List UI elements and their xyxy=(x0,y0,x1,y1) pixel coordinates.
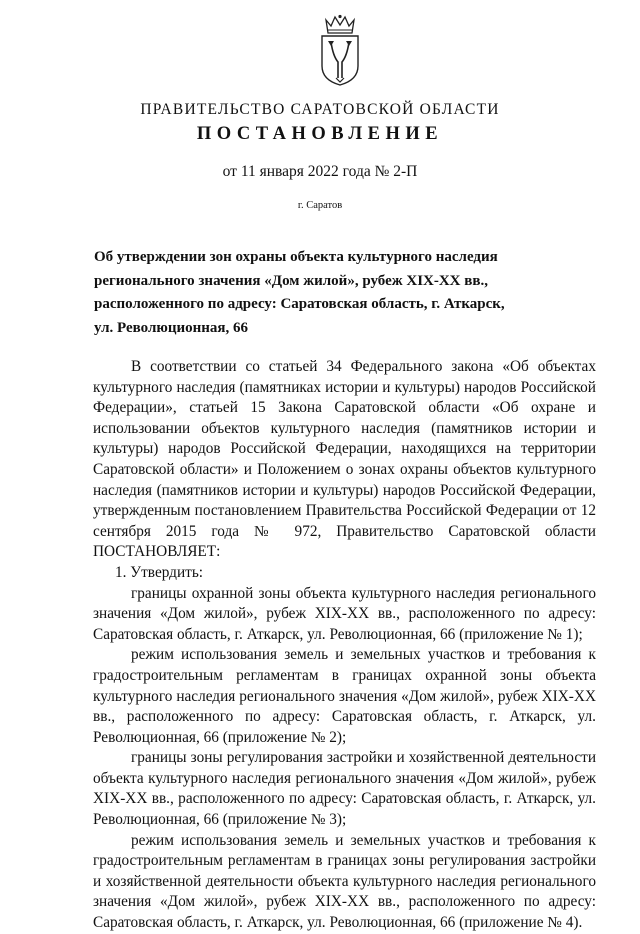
document-body xyxy=(93,357,596,934)
government-name: ПРАВИТЕЛЬСТВО САРАТОВСКОЙ ОБЛАСТИ xyxy=(140,101,500,118)
document-title: Об утверждении зон охраны объекта культурного наследия регионального значения «Дом жилой», рубеж XIX-XX вв., расположенного по адресу: Саратовская область, г. Аткарск, ул. Революционная, 66 xyxy=(94,249,505,336)
document-city: г. Саратов xyxy=(297,200,343,211)
preamble-paragraph: В соответствии со статьей 34 Федерального закона «Об объектах культурного наследия (памятниках истории и культуры) народов Российской Федерации», статьей 15 Закона Саратовской области «Об охране и использовании объектов культурного наследия (памятников истории и культуры) народов Российской Федерации, находящихся на территории Саратовской области» и Положением о зонах охраны объектов культурного наследия (памятников истории и культуры) народов Российской Федерации, утвержденным постановлением Правительства Российской Федерации от 12 сентября 2015 года № 972, Правительство Саратовской области ПОСТАНОВЛЯЕТ: xyxy=(93,358,596,561)
clause-paragraph: режим использования земель и земельных участков и требования к градостроительным регламентам в границах охранной зоны объекта культурного наследия регионального значения «Дом жилой», рубеж XIX-XX вв., расположенного по адресу: Саратовская область, г. Аткарск, ул. Революционная, 66 (приложение № 2); xyxy=(93,646,596,746)
saratov-coat-of-arms-icon xyxy=(318,14,362,88)
document-date-number: от 11 января 2022 года № 2-П xyxy=(222,163,418,180)
clause-paragraph: границы охранной зоны объекта культурного наследия регионального значения «Дом жилой», рубеж XIX-XX вв., расположенного по адресу: Саратовская область, г. Аткарск, ул. Революционная, 66 (приложение № 1); xyxy=(93,584,596,643)
item-1-heading: 1. Утвердить: xyxy=(115,563,204,581)
clause-paragraph: границы зоны регулирования застройки и хозяйственной деятельности объекта культурного наследия регионального значения «Дом жилой», рубеж XIX-XX вв., расположенного по адресу: Саратовская область, г. Аткарск, ул. Революционная, 66 (приложение № 3); xyxy=(93,749,596,829)
document-type: ПОСТАНОВЛЕНИЕ xyxy=(196,124,444,144)
clause-paragraph: режим использования земель и земельных участков и требования к градостроительным регламентам в границах зоны регулирования застройки и хозяйственной деятельности объекта культурного наследия регионального значения «Дом жилой», рубеж XIX-XX вв., расположенного по адресу: Саратовская область, г. Аткарск, ул. Революционная, 66 (приложение № 4). xyxy=(93,831,596,932)
